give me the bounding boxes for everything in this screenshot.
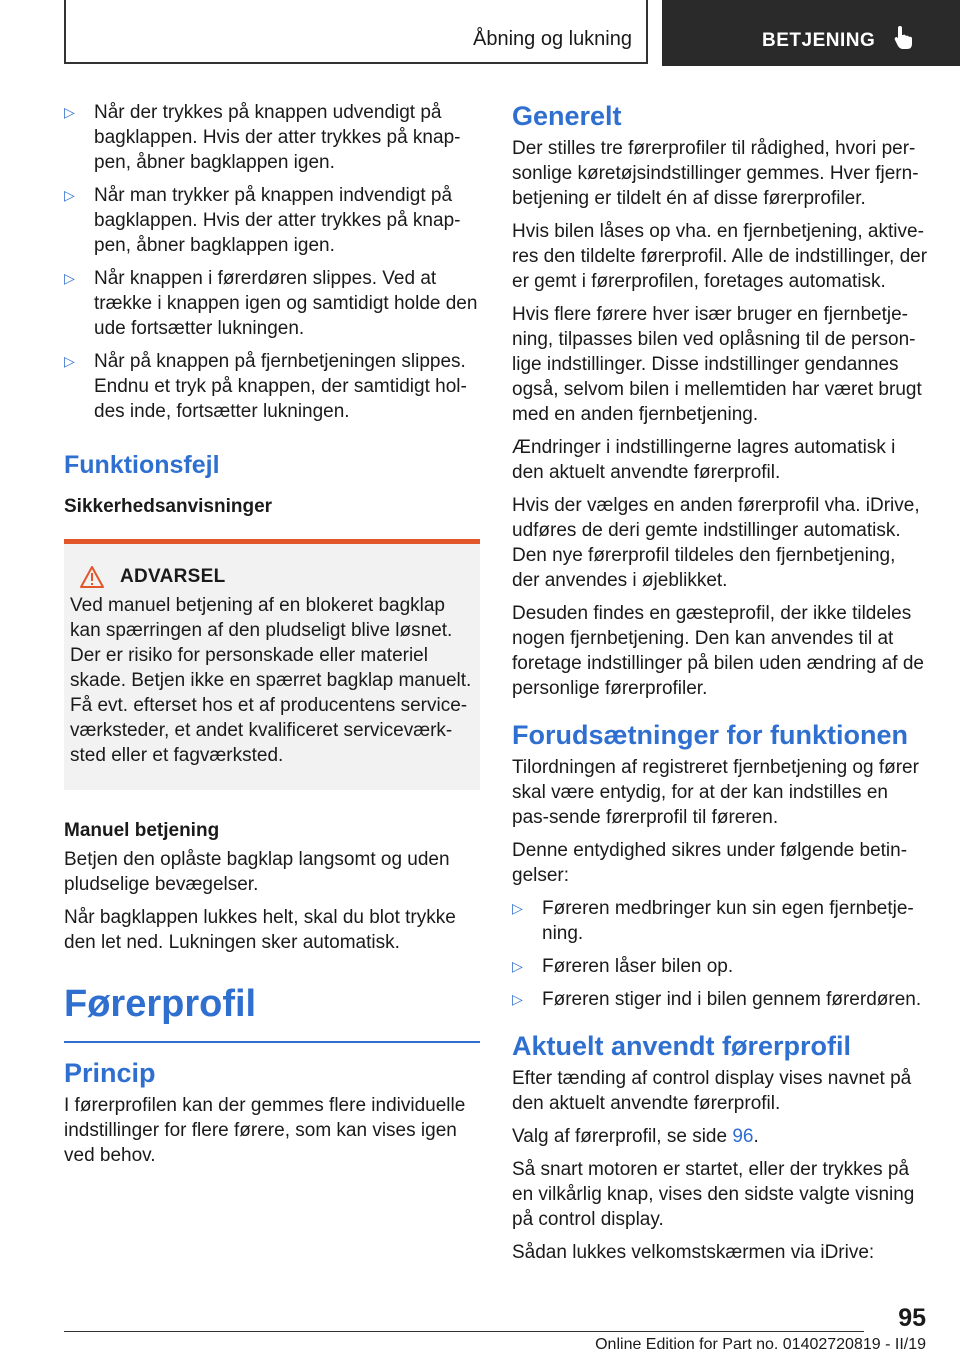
list-item-text: Når knappen i førerdøren slippes. Ved at trække i knappen igen og samtidigt holde den ude fortsætter lukningen.: [94, 268, 478, 339]
header-chapter-box: [662, 0, 960, 66]
heading-forudsaetninger: Forudsætninger for funktionen: [512, 720, 908, 750]
list-item: [64, 266, 480, 341]
warning-triangle-icon: [80, 566, 104, 588]
heading-funktionsfejl: Funktionsfejl: [64, 451, 220, 479]
paragraph: Betjen den oplåste bagklap langsomt og uden pludselige bevægelser.: [64, 849, 450, 895]
list-item: [512, 954, 928, 979]
list-item-text: Føreren låser bilen op.: [542, 956, 734, 977]
footer-divider: [64, 1331, 864, 1332]
paragraph: Hvis der vælges en anden førerprofil vha. iDrive, udføres de deri gemte indstillinger automatisk. Den nye førerprofil tildeles den fjernbetjening, der anvendes i øjeblikket.: [512, 495, 920, 591]
paragraph: Der stilles tre førerprofiler til rådighed, hvori per-sonlige køretøjsindstillinger gemmes. Hver fjern-betjening er tildelt én af disse førerprofiler.: [512, 138, 919, 209]
heading-princip: Princip: [64, 1058, 156, 1088]
triangle-bullet-icon: ▷: [64, 104, 75, 120]
paragraph: Når bagklappen lukkes helt, skal du blot trykke den let ned. Lukningen sker automatisk.: [64, 907, 456, 953]
pointing-hand-icon: [894, 26, 916, 50]
triangle-bullet-icon: ▷: [64, 353, 75, 369]
heading-sikkerhedsanvisninger: Sikkerhedsanvisninger: [64, 496, 273, 517]
page-number: 95: [898, 1304, 926, 1332]
section-divider: [64, 1041, 480, 1043]
list-item-text: Når der trykkes på knappen udvendigt på bagklappen. Hvis der atter trykkes på knap-pen, åbner bagklappen igen.: [94, 102, 461, 173]
heading-generelt: Generelt: [512, 101, 622, 131]
page-ref-prefix: Valg af førerprofil, se side: [512, 1126, 733, 1147]
triangle-bullet-icon: ▷: [512, 991, 523, 1007]
page-header: [0, 0, 960, 66]
triangle-bullet-icon: ▷: [512, 958, 523, 974]
paragraph: Efter tænding af control display vises navnet på den aktuelt anvendte førerprofil.: [512, 1068, 912, 1114]
header-chapter-title: BETJENING: [762, 30, 876, 51]
list-item-text: Når på knappen på fjernbetjeningen slippes. Endnu et tryk på knappen, der samtidigt hol-des inde, fortsætter lukningen.: [94, 351, 467, 422]
list-item-text: Når man trykker på knappen indvendigt på bagklappen. Hvis der atter trykkes på knap-pen, åbner bagklappen igen.: [94, 185, 461, 256]
page-ref-link[interactable]: 96: [732, 1126, 754, 1147]
paragraph: Så snart motoren er startet, eller der trykkes på en vilkårlig knap, vises den sidste valgte visning på control display.: [512, 1159, 915, 1230]
warning-header: [70, 564, 474, 589]
list-item: [512, 896, 928, 946]
header-section-title: Åbning og lukning: [472, 28, 632, 50]
paragraph: Tilordningen af registreret fjernbetjening og fører skal være entydig, for at der kan indstilles en pas-sende førerprofil til føreren.: [512, 757, 919, 828]
heading-forerprofil: Førerprofil: [64, 983, 257, 1025]
list-item: [64, 100, 480, 175]
page-ref-suffix: .: [753, 1126, 759, 1147]
left-column: [64, 100, 480, 1176]
paragraph: I førerprofilen kan der gemmes flere individuelle indstillinger for flere førere, som kan vises igen ved behov.: [64, 1095, 466, 1166]
paragraph-page-ref: [512, 1124, 928, 1149]
heading-aktuelt: Aktuelt anvendt førerprofil: [512, 1031, 852, 1061]
list-item: [64, 349, 480, 424]
right-column: [512, 100, 928, 1273]
paragraph: Denne entydighed sikres under følgende betin-gelser:: [512, 840, 908, 886]
paragraph: Sådan lukkes velkomstskærmen via iDrive:: [512, 1242, 875, 1263]
triangle-bullet-icon: ▷: [512, 900, 523, 916]
paragraph: Hvis flere førere hver især bruger en fjernbetje-ning, tilpasses bilen ved oplåsning til de person-lige indstillinger. Disse indstillinger gendannes også, selvom bilen i mellemtiden har været brugt med en anden fjernbetjening.: [512, 304, 922, 425]
paragraph: Hvis bilen låses op vha. en fjernbetjening, aktive-res den tildelte førerprofil. Alle de indstillinger, der er gemt i førerprofilen, foretages automatisk.: [512, 221, 928, 292]
triangle-bullet-icon: ▷: [64, 187, 75, 203]
list-item-text: Føreren stiger ind i bilen gennem førerdøren.: [542, 989, 922, 1010]
triangle-bullet-icon: ▷: [64, 270, 75, 286]
footer-edition: Online Edition for Part no. 01402720819 - II/19: [595, 1336, 926, 1353]
warning-box: [64, 539, 480, 790]
heading-manuel-betjening: Manuel betjening: [64, 820, 220, 841]
list-item-text: Føreren medbringer kun sin egen fjernbetje-ning.: [542, 898, 914, 944]
paragraph: Desuden findes en gæsteprofil, der ikke tildeles nogen fjernbetjening. Den kan anvendes til at foretage indstillinger på bilen uden ændring af de personlige førerprofiler.: [512, 603, 924, 699]
warning-title: ADVARSEL: [120, 566, 226, 587]
paragraph: Ændringer i indstillingerne lagres automatisk i den aktuelt anvendte førerprofil.: [512, 437, 896, 483]
list-item: [512, 987, 928, 1012]
warning-text: Ved manuel betjening af en blokeret bagklap kan spærringen af den pludseligt blive løsnet. Der er risiko for personskade eller materiel skade. Betjen ikke en spærret bagklap manuelt. Få evt. efterset hos et af producentens service-værksteder, et andet kvalificeret serviceværk-sted eller et fagværksted.: [70, 595, 472, 766]
list-item: [64, 183, 480, 258]
header-section-box: [64, 0, 648, 64]
